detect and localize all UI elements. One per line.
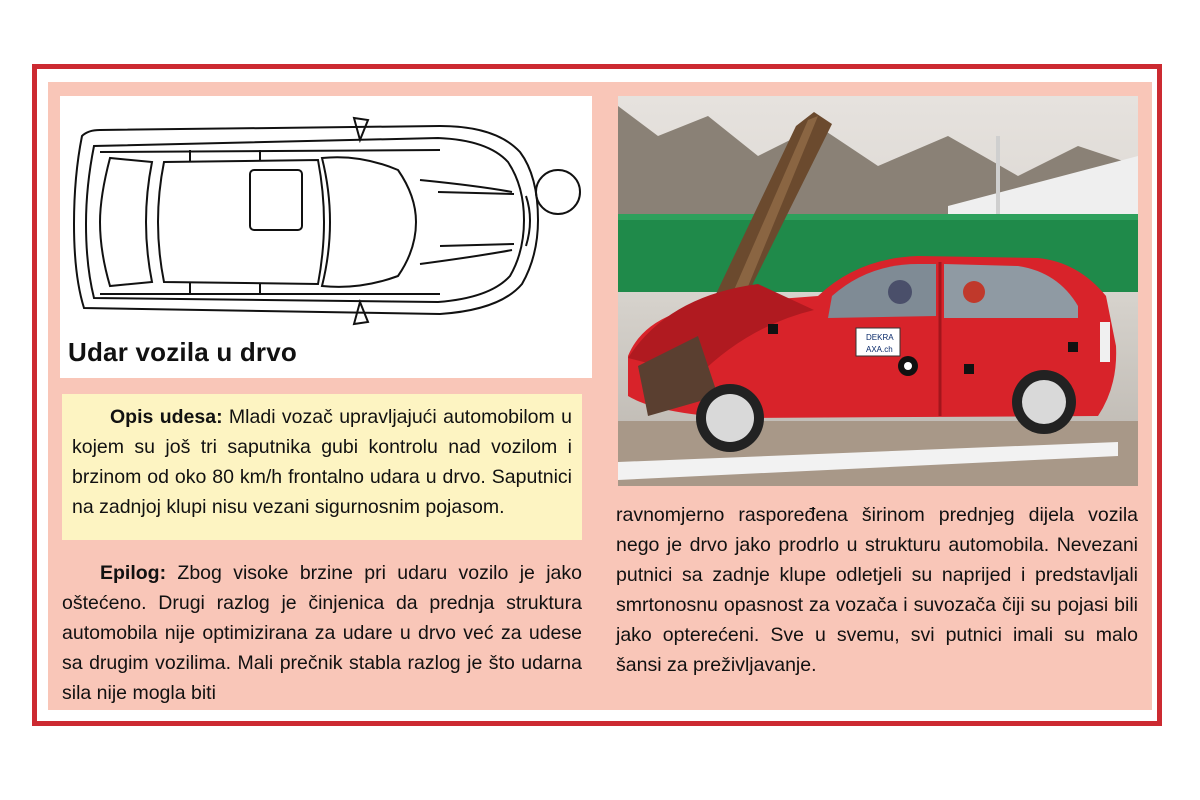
- sticker-dekra: DEKRA: [866, 333, 894, 342]
- epilog-paragraph: [62, 558, 582, 708]
- epilog-text: Zbog visoke brzine pri udaru vozilo je jako oštećeno. Drugi razlog je činjenica da prednja struktura automobila nije optimizirana za udare u drvo već za udese sa drugim vozilima. Mali prečnik stabla razlog je što udarna sila nije mogla biti: [62, 562, 582, 704]
- description-text: Mladi vozač upravljajući automobilom u kojem su još tri saputnika gubi kontrolu nad vozilom i brzinom od oko 80 km/h frontalno udara u drvo. Saputnici na zadnjoj klupi nisu vezani sigurnosnim pojasom.: [72, 406, 572, 518]
- crash-test-photo: [618, 96, 1138, 486]
- epilog-label: Epilog:: [100, 562, 167, 584]
- accident-description-box: [62, 394, 582, 540]
- description-label: Opis udesa:: [110, 406, 223, 428]
- sticker-axa: AXA.ch: [866, 345, 893, 354]
- epilog-continued-paragraph: ravnomjerno raspoređena širinom prednjeg dijela vozila nego je drvo jako prodrlo u strukturu automobila. Nevezani putnici sa zadnje klupe odletjeli su naprijed i predstavljali smrtonosnu opasnost za vozača i suvozača čiji su pojasi bili jako opterećeni. Sve u svemu, svi putnici imali su malo šansi za preživljavanje.: [616, 504, 1138, 676]
- car-top-view-drawing: [60, 96, 592, 378]
- car-top-view-box: [60, 96, 592, 378]
- article-title: Udar vozila u drvo: [68, 337, 297, 367]
- accident-description: [72, 402, 572, 522]
